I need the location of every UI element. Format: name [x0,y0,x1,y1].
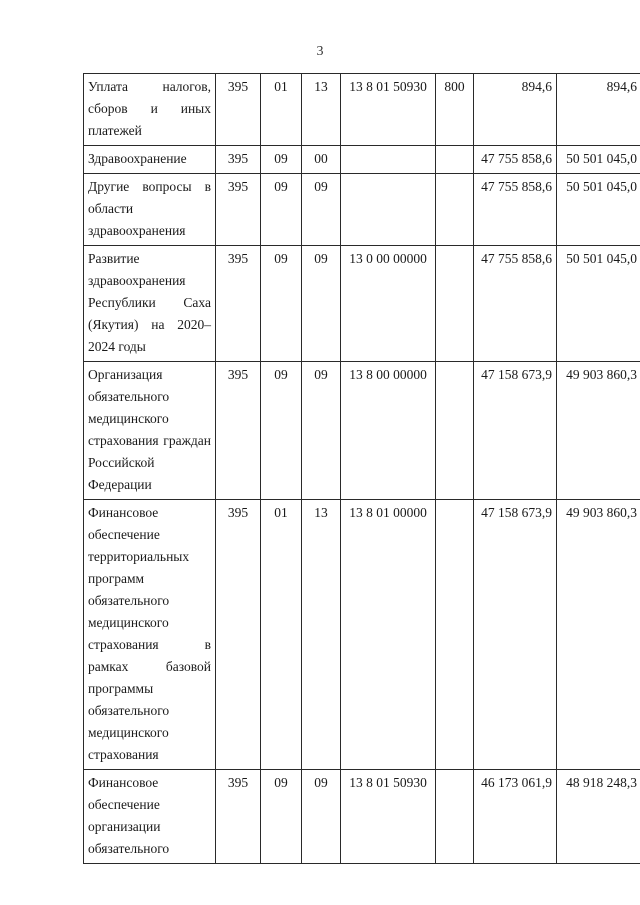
row-name-cell: Финансовое обеспечение организации обязательного [84,770,216,864]
subsection-code-cell: 09 [302,770,341,864]
amount-year2-cell: 49 903 860,3 [557,500,640,770]
amount-year1-cell: 47 755 858,6 [474,174,557,246]
expense-type-cell [436,500,474,770]
table-row [84,246,640,362]
section-code-cell: 09 [261,174,302,246]
section-code-cell: 09 [261,146,302,174]
amount-year1-cell: 47 755 858,6 [474,246,557,362]
row-name-cell: Организация обязательного медицинского страхования граждан Российской Федерации [84,362,216,500]
expense-type-cell: 800 [436,74,474,146]
amount-year1-cell: 47 158 673,9 [474,362,557,500]
target-article-cell: 13 8 01 50930 [341,770,436,864]
amount-year1-cell: 47 158 673,9 [474,500,557,770]
ministry-code-cell: 395 [216,770,261,864]
subsection-code-cell: 09 [302,174,341,246]
expense-type-cell [436,146,474,174]
amount-year2-cell: 50 501 045,0 [557,146,640,174]
table-row [84,500,640,770]
ministry-code-cell: 395 [216,500,261,770]
row-name-cell: Здравоохранение [84,146,216,174]
table-row [84,770,640,864]
expense-type-cell [436,174,474,246]
subsection-code-cell: 00 [302,146,341,174]
page-number: 3 [316,44,324,59]
subsection-code-cell: 13 [302,500,341,770]
section-code-cell: 09 [261,362,302,500]
amount-year2-cell: 49 903 860,3 [557,362,640,500]
ministry-code-cell: 395 [216,174,261,246]
table-row [84,362,640,500]
target-article-cell: 13 8 01 00000 [341,500,436,770]
section-code-cell: 01 [261,500,302,770]
amount-year1-cell: 46 173 061,9 [474,770,557,864]
expense-type-cell [436,246,474,362]
section-code-cell: 09 [261,246,302,362]
amount-year2-cell: 48 918 248,3 [557,770,640,864]
row-name-cell: Уплата налогов, сборов и иных платежей [84,74,216,146]
amount-year1-cell: 894,6 [474,74,557,146]
ministry-code-cell: 395 [216,246,261,362]
table-row [84,74,640,146]
amount-year2-cell: 894,6 [557,74,640,146]
table-row [84,174,640,246]
section-code-cell: 01 [261,74,302,146]
table-row [84,146,640,174]
amount-year2-cell: 50 501 045,0 [557,174,640,246]
target-article-cell [341,146,436,174]
row-name-cell: Финансовое обеспечение территориальных программ обязательного медицинского страхования в рамках базовой программы обязательного медицинского страхования [84,500,216,770]
target-article-cell: 13 0 00 00000 [341,246,436,362]
target-article-cell: 13 8 01 50930 [341,74,436,146]
row-name-cell: Развитие здравоохранения Республики Саха (Якутия) на 2020–2024 годы [84,246,216,362]
ministry-code-cell: 395 [216,362,261,500]
subsection-code-cell: 13 [302,74,341,146]
subsection-code-cell: 09 [302,362,341,500]
subsection-code-cell: 09 [302,246,341,362]
section-code-cell: 09 [261,770,302,864]
ministry-code-cell: 395 [216,74,261,146]
amount-year1-cell: 47 755 858,6 [474,146,557,174]
budget-table [83,73,640,864]
amount-year2-cell: 50 501 045,0 [557,246,640,362]
target-article-cell: 13 8 00 00000 [341,362,436,500]
ministry-code-cell: 395 [216,146,261,174]
expense-type-cell [436,362,474,500]
expense-type-cell [436,770,474,864]
target-article-cell [341,174,436,246]
row-name-cell: Другие вопросы в области здравоохранения [84,174,216,246]
